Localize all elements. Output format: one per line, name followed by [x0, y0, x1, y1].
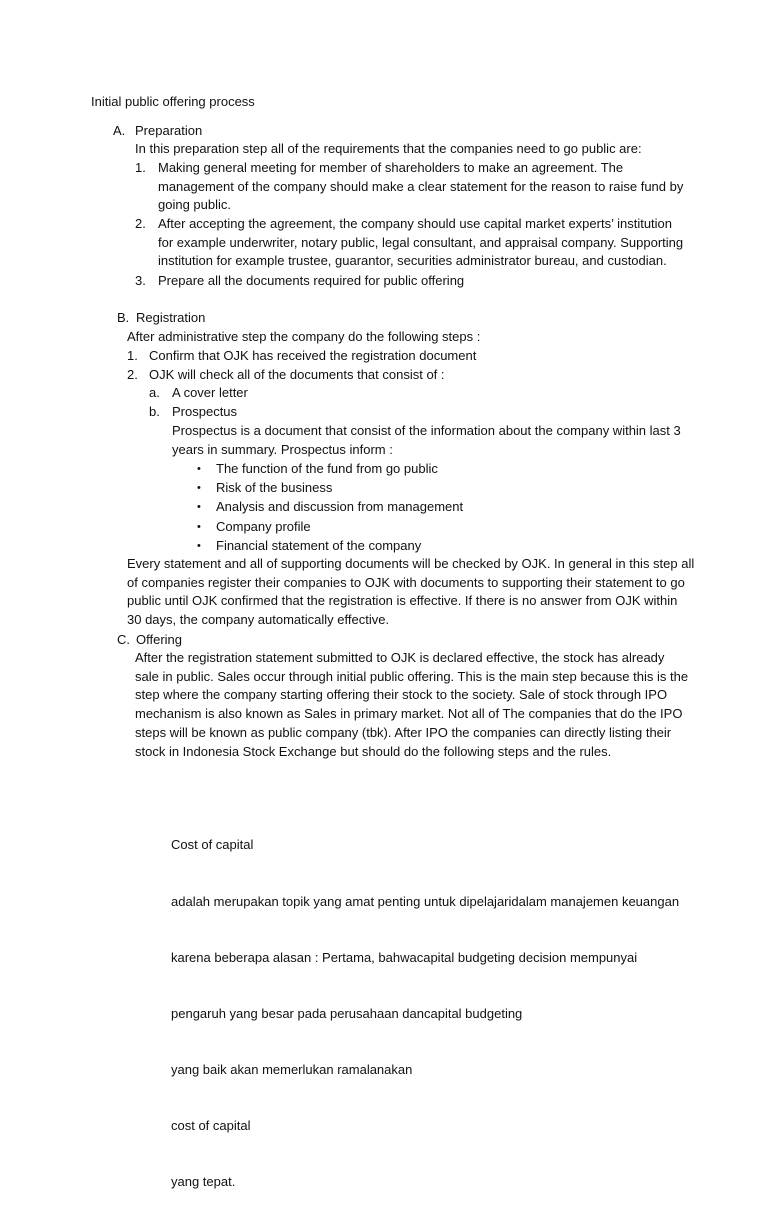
- section-b-subitem-a: A cover letter: [172, 385, 248, 400]
- prospectus-bullet-5: Financial statement of the company: [216, 538, 422, 553]
- prospectus-bullet-4: Company profile: [216, 519, 311, 534]
- section-b-subitem-a-marker: a.: [149, 385, 160, 400]
- section-a-item-3: Prepare all the documents required for public offering: [158, 273, 465, 288]
- section-b-subitem-b: Prospectus: [172, 404, 238, 419]
- text-line: yang tepat.: [171, 1174, 236, 1190]
- text-line: of companies register their companies to OJK with documents to supporting their statement to go: [127, 574, 685, 590]
- text-line: mechanism is also known as Sales in primary market. Not all of The companies that do the IPO: [135, 706, 683, 722]
- text-line: sale in public. Sales occur through initial public offering. This is the main step because this is the: [135, 668, 689, 684]
- prospectus-bullet-1: The function of the fund from go public: [216, 461, 438, 476]
- prospectus-description: [172, 422, 681, 459]
- section-a-item-2-marker: 2.: [135, 216, 146, 231]
- section-b-intro: After administrative step the company do the following steps :: [127, 329, 481, 344]
- section-a-marker: A.: [113, 123, 126, 138]
- bullet-icon: •: [197, 521, 201, 533]
- text-line: adalah merupakan topik yang amat penting untuk dipelajaridalam manajemen keuangan: [171, 893, 680, 909]
- bullet-icon: •: [197, 482, 201, 494]
- text-line: going public.: [158, 197, 231, 213]
- text-line: Every statement and all of supporting documents will be checked by OJK. In general in this step all: [127, 556, 695, 571]
- section-a-intro: In this preparation step all of the requirements that the companies need to go public are:: [135, 141, 642, 156]
- text-line: After accepting the agreement, the company should use capital market experts’ institution: [158, 216, 673, 231]
- text-line: yang baik akan memerlukan ramalanakan: [171, 1061, 413, 1077]
- bullet-icon: •: [197, 501, 201, 513]
- section-a-item-2: [158, 215, 683, 271]
- section-a-item-3-marker: 3.: [135, 273, 146, 288]
- text-line: cost of capital: [171, 1117, 251, 1133]
- text-line: Cost of capital: [171, 837, 254, 853]
- section-c-marker: C.: [117, 632, 130, 647]
- section-a-item-1: [158, 159, 683, 215]
- section-b-item-1-marker: 1.: [127, 348, 138, 363]
- text-line: Prospectus is a document that consist of the information about the company within last 3: [172, 423, 681, 438]
- cost-of-capital-block: [171, 799, 679, 1229]
- text-line: public until OJK confirmed that the registration is effective. If there is no answer from OJK within: [127, 593, 678, 609]
- prospectus-bullet-2: Risk of the business: [216, 480, 333, 495]
- text-line: for example underwriter, notary public, legal consultant, and appraisal company. Supporting: [158, 234, 684, 250]
- text-line: years in summary. Prospectus inform :: [172, 441, 393, 457]
- text-line: management of the company should make a clear statement for the reason to raise fund by: [158, 178, 684, 194]
- text-line: institution for example trustee, guarantor, securities administrator bureau, and custodian.: [158, 253, 667, 269]
- prospectus-bullet-3: Analysis and discussion from management: [216, 499, 464, 514]
- section-b-marker: B.: [117, 310, 130, 325]
- section-b-subitem-b-marker: b.: [149, 404, 160, 419]
- text-line: Making general meeting for member of shareholders to make an agreement. The: [158, 160, 624, 175]
- text-line: karena beberapa alasan : Pertama, bahwacapital budgeting decision mempunyai: [171, 949, 638, 965]
- text-line: step where the company starting offering their stock to the society. Sale of stock through IPO: [135, 687, 668, 703]
- section-c-heading: Offering: [136, 632, 183, 647]
- section-b-item-2-marker: 2.: [127, 367, 138, 382]
- section-c-body: [135, 649, 688, 761]
- doc-title: Initial public offering process: [91, 94, 255, 109]
- bullet-icon: •: [197, 463, 201, 475]
- text-line: steps will be known as public company (tbk). After IPO the companies can directly listing their: [135, 724, 672, 740]
- section-b-heading: Registration: [136, 310, 206, 325]
- text-line: stock in Indonesia Stock Exchange but should do the following steps and the rules.: [135, 743, 612, 759]
- section-a-item-1-marker: 1.: [135, 160, 146, 175]
- text-line: After the registration statement submitted to OJK is declared effective, the stock has already: [135, 650, 665, 665]
- text-line: 30 days, the company automatically effective.: [127, 612, 390, 628]
- section-b-item-1: Confirm that OJK has received the registration document: [149, 348, 477, 363]
- section-a-heading: Preparation: [135, 123, 203, 138]
- bullet-icon: •: [197, 540, 201, 552]
- section-b-item-2: OJK will check all of the documents that consist of :: [149, 367, 445, 382]
- section-b-closing: [127, 555, 694, 630]
- text-line: pengaruh yang besar pada perusahaan dancapital budgeting: [171, 1005, 523, 1021]
